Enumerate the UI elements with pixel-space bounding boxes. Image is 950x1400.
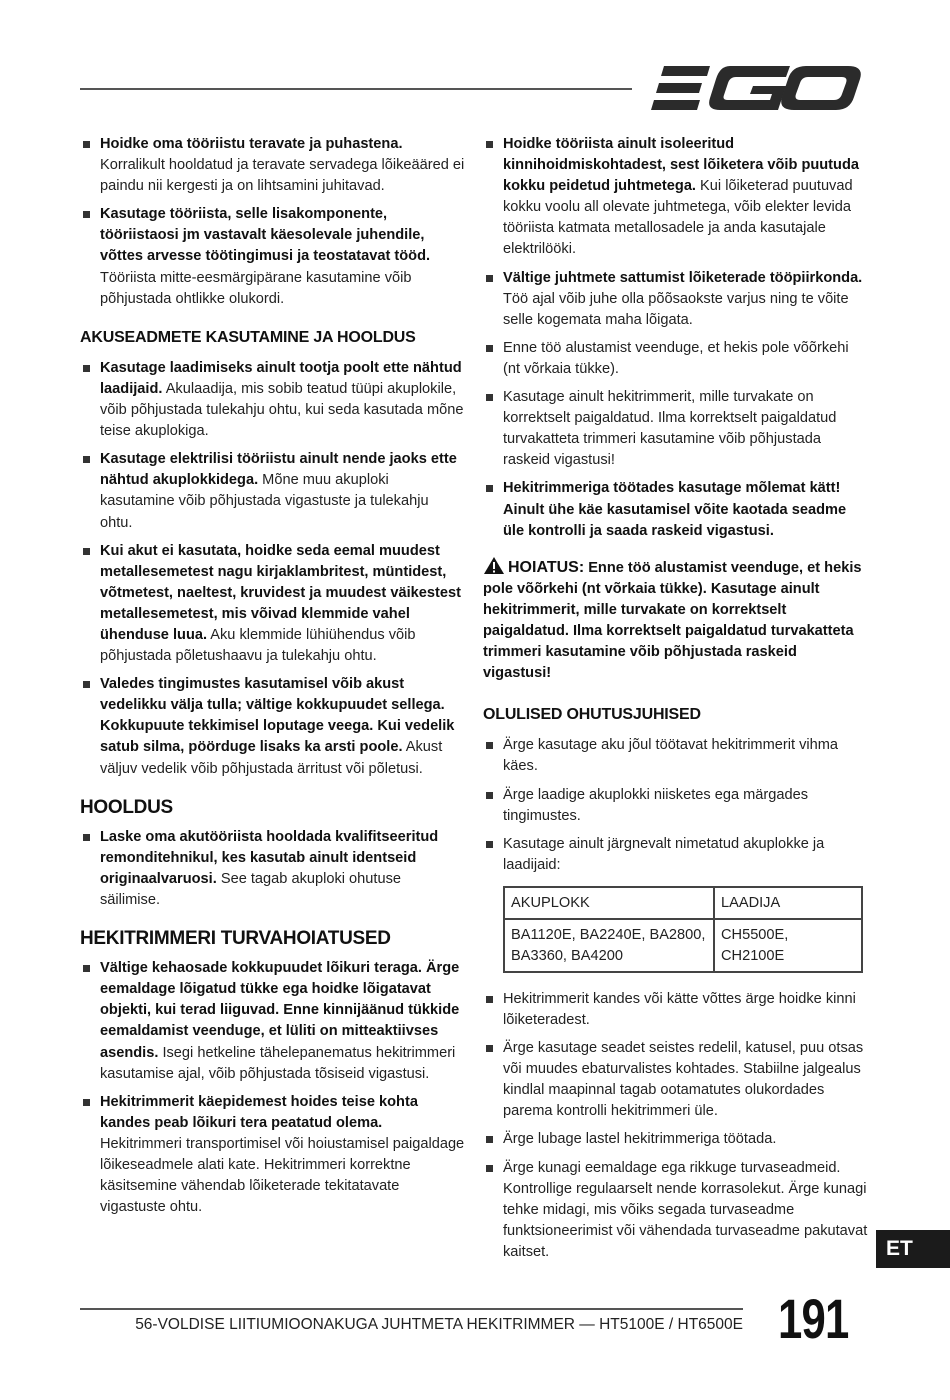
item-bold-text: Hoidke oma tööriistu teravate ja puhastena. — [100, 136, 403, 152]
table-row — [504, 919, 862, 972]
table-header-charger: LAADIJA — [714, 887, 862, 919]
item-text: Akulaadija, mis sobib teatud tüüpi akuplokile, võib põhjustada tulekahju ohtu, kui seda kasutada mõne teise akuplokiga. — [100, 380, 464, 440]
item-text: Ärge laadige akuplokki niisketes ega märgades tingimustes. — [503, 786, 809, 824]
bullet-icon — [83, 365, 90, 372]
bullet-icon — [83, 681, 90, 688]
warning-block — [483, 556, 868, 685]
item-text: Akust väljuv vedelik võib põhjustada ärritust või põletusi. — [100, 739, 443, 777]
bullet-icon — [486, 141, 493, 148]
list-item — [80, 674, 465, 779]
item-text: Ärge kunagi eemaldage ega rikkuge turvaseadmeid. Kontrollige regulaarselt nende korrasolekut. Ärge kunagi tehke midagi, mis võiks segada turvaseadme funktsioneerimist või vähendada turvaseadme pakutavat kaitset. — [503, 1159, 868, 1260]
section-heading-safety: OLULISED OHUTUSJUHISED — [483, 706, 701, 724]
item-text: Aku klemmide lühiühendus võib põhjustada põletushaavu ja tulekahju ohtu. — [100, 626, 416, 665]
bullet-icon — [486, 792, 493, 799]
list-item — [80, 958, 465, 1085]
list-item — [80, 1092, 465, 1219]
list-item — [483, 735, 868, 777]
battery-charger-table — [503, 886, 863, 973]
item-text: Mõne muu akuploki kasutamine võib põhjustada vigastuste ja tulekahju ohtu. — [100, 472, 429, 531]
warning-text: Enne töö alustamist veenduge, et hekis pole võõrkehi (nt võrkaia tükke). Kasutage ainult hekitrimmerit, mille turvakate on korrektselt paigaldatud. Ilma korrektselt paigaldatud turvakatteta trimmeri kasutamine võib põhjustada raskeid vigastusi! — [483, 559, 862, 682]
bullet-icon — [486, 275, 493, 282]
item-bold-text: Laske oma akutööriista hooldada kvalifitseeritud remonditehnikul, kes kasutab ainult identseid originaalvaruosi. — [100, 828, 439, 887]
page-number: 191 — [778, 1287, 849, 1350]
list-item — [80, 134, 465, 197]
section-heading-trimmer: HEKITRIMMERI TURVAHOIATUSED — [80, 928, 391, 950]
list-item — [483, 989, 868, 1031]
bullet-icon — [486, 996, 493, 1003]
item-text: Kasutage ainult järgnevalt nimetatud akuplokke ja laadijaid: — [503, 835, 825, 873]
list-item — [483, 1129, 868, 1150]
bullet-icon — [486, 841, 493, 848]
item-text: Kui lõiketerad puutuvad kokku voolu all olevate juhtmetega, võib elekter levida tööriista katmata metallosadele ja anda kasutajale elektrilööki. — [503, 178, 853, 258]
item-bold-text: Vältige kehaosade kokkupuudet lõikuri teraga. Ärge eemaldage lõigatud tükke ega hoidke lõigatavat objekti, kui terad liiguvad. Enne kinnijäänud tükkide eemaldamist veenduge, et lüliti on mitteaktiivses asendis. — [100, 960, 460, 1061]
table-cell-batteries: BA1120E, BA2240E, BA2800, BA3360, BA4200 — [504, 919, 714, 972]
item-text: See tagab akuploki ohutuse säilimise. — [100, 870, 401, 908]
section-heading-battery: AKUSEADMETE KASUTAMINE JA HOOLDUS — [80, 328, 416, 346]
item-text: Isegi hetkeline tähelepanematus hekitrimmeri kasutamise ajal, võib põhjustada tõsiseid vigastusi. — [100, 1044, 456, 1082]
item-bold-text: Kasutage elektrilisi tööriistu ainult nende jaoks ette nähtud akuplokkidega. — [100, 451, 457, 489]
header-rule — [80, 88, 632, 90]
item-text: Töö ajal võib juhe olla põõsaokste varjus ning te võite selle kogemata maha lõigata. — [503, 290, 849, 328]
list-item — [80, 204, 465, 309]
item-text: Ärge kasutage seadet seistes redelil, katusel, puu otsas või muudes ebaturvalistes kohtades. Stabiilne jalgealus kindlal maapinnal tagab ootamatutes olukordades parema kontrolli hekitrimmeri üle. — [503, 1040, 864, 1120]
bullet-icon — [486, 485, 493, 492]
bullet-icon — [486, 1136, 493, 1143]
bullet-icon — [486, 1045, 493, 1052]
list-item — [80, 541, 465, 668]
list-item — [483, 478, 868, 541]
item-bold-text: Valedes tingimustes kasutamisel võib akust vedelikku välja tulla; vältige kokkupuudet sellega. Kokkupuute tekkimisel loputage veega. Kui vedelik satub silma, pöörduge lisaks ka arsti poole. — [100, 676, 455, 756]
bullet-icon — [83, 1099, 90, 1106]
item-bold-text: Vältige juhtmete sattumist lõiketerade tööpiirkonda. — [503, 269, 863, 286]
item-text: Ärge kasutage aku jõul töötavat hekitrimmerit vihma käes. — [503, 737, 839, 775]
item-bold-text: Hoidke tööriista ainult isoleeritud kinnihoidmiskohtadest, sest lõiketera võib puutuda kokku peidetud juhtmetega. — [503, 136, 859, 195]
item-text: Tööriista mitte-eesmärgipärane kasutamine võib põhjustada ohtlikke olukordi. — [100, 269, 412, 307]
list-item — [483, 134, 868, 261]
list-item — [483, 268, 868, 331]
footer-title: 56-VOLDISE LIITIUMIOONAKUGA JUHTMETA HEKITRIMMER — HT5100E / HT6500E — [135, 1316, 743, 1333]
item-bold-text: Hekitrimmerit käepidemest hoides teise kohta kandes peab lõikuri tera peatatud olema. — [100, 1093, 418, 1131]
list-item — [80, 449, 465, 533]
table-cell-chargers: CH5500E, CH2100E — [714, 919, 862, 972]
bullet-icon — [83, 141, 90, 148]
table-header-row — [504, 887, 862, 919]
bullet-icon — [486, 742, 493, 749]
footer-rule — [80, 1308, 743, 1310]
table-header-battery: AKUPLOKK — [504, 887, 714, 919]
list-item — [80, 827, 465, 911]
list-item — [483, 338, 868, 380]
item-bold-text: Kasutage tööriista, selle lisakomponente, tööriistaosi jm vastavalt käesolevale juhendile, võttes arvesse töötingimusi ja teostatavat tööd. — [100, 206, 431, 265]
item-bold-text: Kui akut ei kasutata, hoidke seda eemal muudest metallesemetest nagu kirjaklambritest, müntidest, võtmetest, naeltest, kruvidest ja muudest väikestest metallesemetest, mis võivad klemmide vahel ühenduse luua. — [100, 542, 461, 643]
bullet-icon — [83, 548, 90, 555]
list-item — [483, 834, 868, 876]
list-item — [80, 358, 465, 442]
item-bold-text: Kasutage laadimiseks ainult tootja poolt ette nähtud laadijaid. — [100, 359, 462, 397]
bullet-icon — [486, 1165, 493, 1172]
bullet-icon — [486, 394, 493, 401]
bullet-icon — [83, 211, 90, 218]
item-text: Enne töö alustamist veenduge, et hekis pole võõrkehi (nt võrkaia tükke). — [503, 339, 849, 377]
right-column — [483, 134, 868, 1270]
item-text: Hekitrimmerit kandes või kätte võttes ärge hoidke kinni lõiketeradest. — [503, 990, 856, 1028]
warning-label: HOIATUS: — [508, 558, 585, 576]
list-item — [483, 1038, 868, 1122]
ego-logo — [650, 62, 862, 114]
section-heading-service: HOOLDUS — [80, 796, 173, 818]
item-bold-text: Hekitrimmeriga töötades kasutage mõlemat kätt! Ainult ühe käe kasutamisel võite kaotada seadme üle kontrolli ja saada raskeid vigastusi. — [503, 480, 847, 539]
item-text: Ärge lubage lastel hekitrimmeriga töötada. — [503, 1131, 777, 1148]
item-text: Korralikult hooldatud ja teravate servadega lõikeääred ei paindu nii kergesti ja on lihtsamini juhitavad. — [100, 157, 465, 195]
bullet-icon — [83, 456, 90, 463]
item-text: Kasutage ainult hekitrimmerit, mille turvakate on korrektselt paigaldatud. Ilma korrektselt paigaldatud turvakatteta trimmeri kasutamine võib põhjustada raskeid vigastusi! — [503, 389, 837, 469]
bullet-icon — [83, 965, 90, 972]
bullet-icon — [83, 834, 90, 841]
left-column — [80, 134, 465, 1225]
bullet-icon — [486, 345, 493, 352]
language-tab: ET — [876, 1230, 950, 1268]
list-item — [483, 785, 868, 827]
list-item — [483, 387, 868, 471]
item-text: Hekitrimmeri transportimisel või hoiustamisel paigaldage lõikeseadmele alati kate. Hekitrimmeri korrektne käsitsemine vähendab lõiketerade tekitatavate vigastuste ohtu. — [100, 1135, 465, 1216]
list-item — [483, 1158, 868, 1263]
warning-triangle-icon — [483, 556, 505, 575]
